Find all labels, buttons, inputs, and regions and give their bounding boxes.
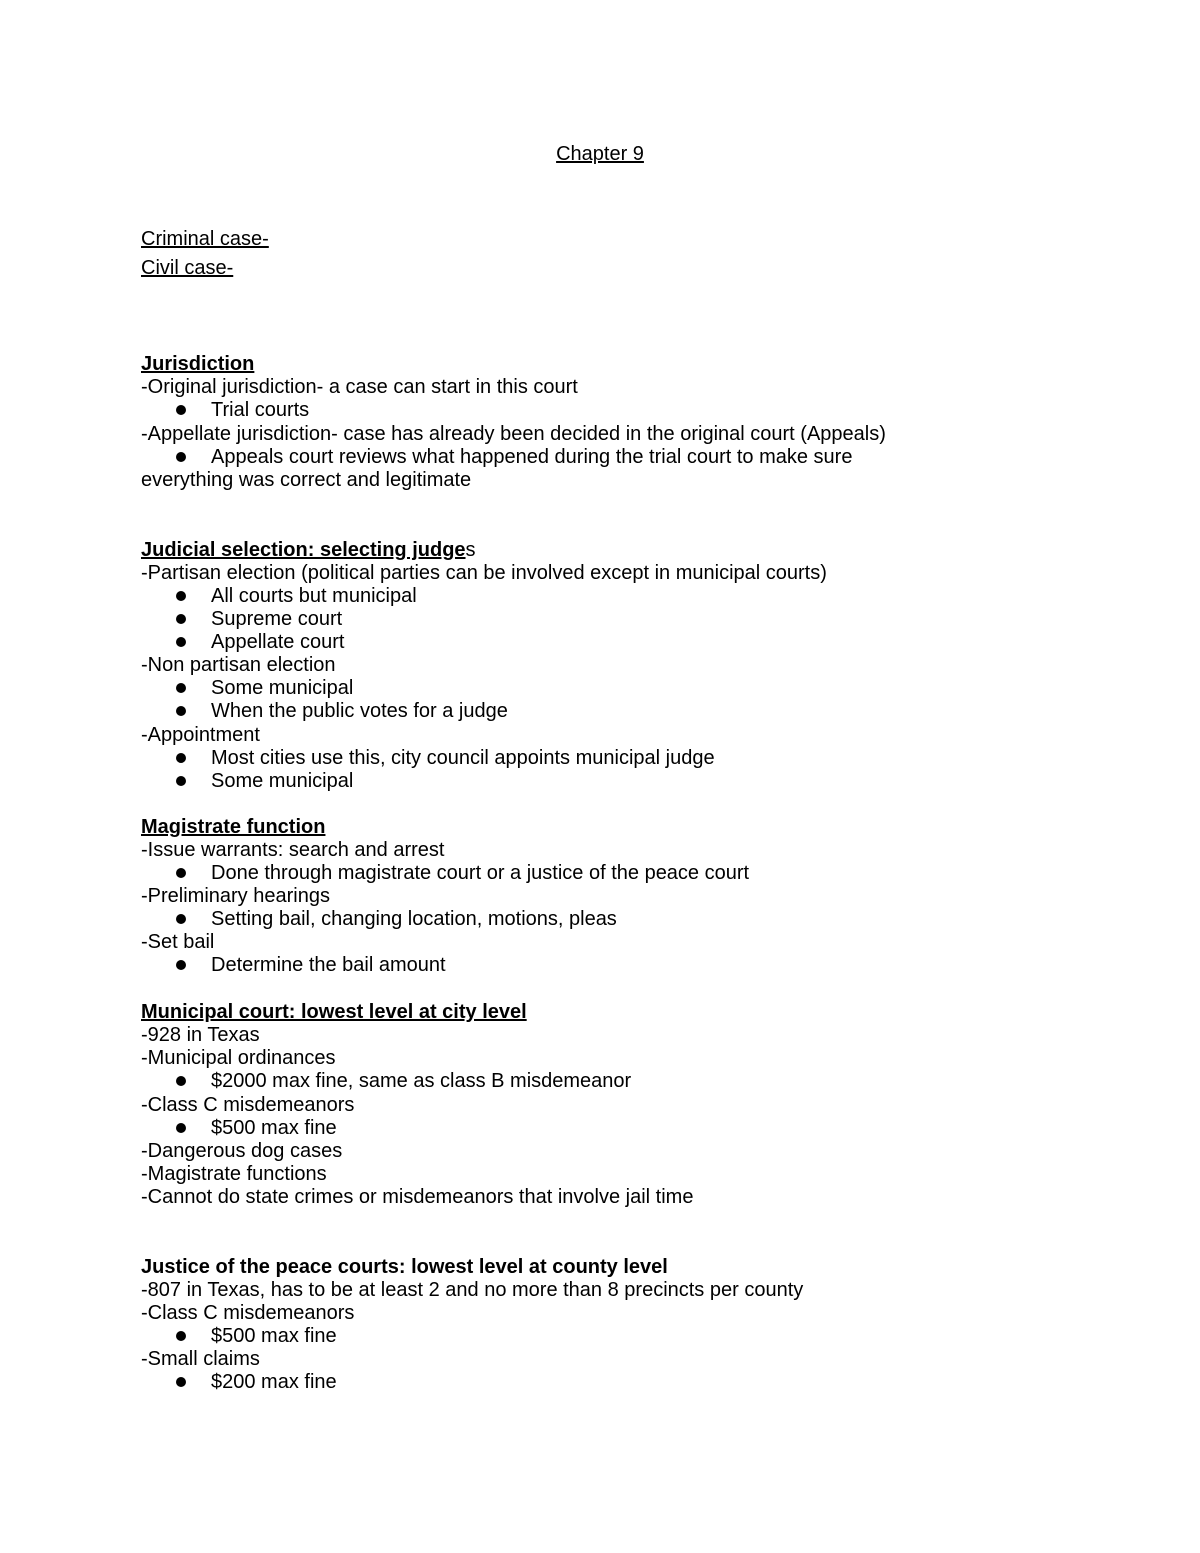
selection-partisan: -Partisan election (political parties can be involved except in municipal courts)	[141, 562, 827, 584]
magistrate-bail: -Set bail	[141, 931, 215, 953]
bullet-icon	[176, 683, 186, 693]
bullet-icon	[176, 868, 186, 878]
list-item: $500 max fine	[211, 1325, 337, 1347]
bullet-icon	[176, 706, 186, 716]
list-item: $200 max fine	[211, 1371, 337, 1393]
bullet-icon	[176, 1123, 186, 1133]
bullet-icon	[176, 776, 186, 786]
selection-heading	[141, 539, 476, 562]
jp-classc: -Class C misdemeanors	[141, 1302, 355, 1324]
bullet-icon	[176, 1076, 186, 1086]
bullet-icon	[176, 914, 186, 924]
list-item: Supreme court	[211, 608, 343, 630]
bullet-icon	[176, 1377, 186, 1387]
municipal-classc: -Class C misdemeanors	[141, 1094, 355, 1116]
list-item: Setting bail, changing location, motions, pleas	[211, 908, 617, 930]
list-item-continuation: everything was correct and legitimate	[141, 469, 472, 491]
municipal-dogs: -Dangerous dog cases	[141, 1140, 343, 1162]
bullet-icon	[176, 637, 186, 647]
magistrate-prelim: -Preliminary hearings	[141, 885, 330, 907]
municipal-ordinances: -Municipal ordinances	[141, 1047, 336, 1069]
magistrate-heading: Magistrate function	[141, 816, 326, 838]
jurisdiction-heading: Jurisdiction	[141, 353, 255, 375]
selection-appointment: -Appointment	[141, 724, 260, 746]
bullet-icon	[176, 452, 186, 462]
list-item: Appellate court	[211, 631, 345, 653]
jp-small: -Small claims	[141, 1348, 260, 1370]
jurisdiction-original: -Original jurisdiction- a case can start in this court	[141, 376, 578, 398]
list-item: Trial courts	[211, 399, 310, 421]
list-item: $2000 max fine, same as class B misdemeanor	[211, 1070, 632, 1092]
bullet-icon	[176, 1331, 186, 1341]
bullet-icon	[176, 960, 186, 970]
list-item: When the public votes for a judge	[211, 700, 508, 722]
selection-heading-tail: s	[465, 539, 476, 561]
municipal-cannot: -Cannot do state crimes or misdemeanors that involve jail time	[141, 1186, 694, 1208]
magistrate-warrants: -Issue warrants: search and arrest	[141, 839, 445, 861]
list-item: Done through magistrate court or a justice of the peace court	[211, 862, 750, 884]
selection-nonpartisan: -Non partisan election	[141, 654, 336, 676]
list-item: $500 max fine	[211, 1117, 337, 1139]
jp-heading: Justice of the peace courts: lowest level at county level	[141, 1256, 668, 1278]
jurisdiction-appellate: -Appellate jurisdiction- case has already been decided in the original court (Appeals)	[141, 423, 886, 445]
municipal-magistrate: -Magistrate functions	[141, 1163, 327, 1185]
municipal-heading: Municipal court: lowest level at city level	[141, 1001, 527, 1023]
list-item: All courts but municipal	[211, 585, 417, 607]
civil-case-label: Civil case-	[141, 257, 234, 279]
list-item: Some municipal	[211, 677, 354, 699]
criminal-case-label: Criminal case-	[141, 228, 269, 250]
list-item: Some municipal	[211, 770, 354, 792]
jp-count: -807 in Texas, has to be at least 2 and no more than 8 precincts per county	[141, 1279, 804, 1301]
bullet-icon	[176, 405, 186, 415]
list-item: Most cities use this, city council appoints municipal judge	[211, 747, 715, 769]
bullet-icon	[176, 614, 186, 624]
bullet-icon	[176, 753, 186, 763]
municipal-count: -928 in Texas	[141, 1024, 260, 1046]
bullet-icon	[176, 591, 186, 601]
selection-heading-text: Judicial selection: selecting judge	[141, 539, 466, 561]
page-title: Chapter 9	[556, 143, 644, 165]
list-item: Determine the bail amount	[211, 954, 446, 976]
list-item: Appeals court reviews what happened during the trial court to make sure	[211, 446, 853, 468]
